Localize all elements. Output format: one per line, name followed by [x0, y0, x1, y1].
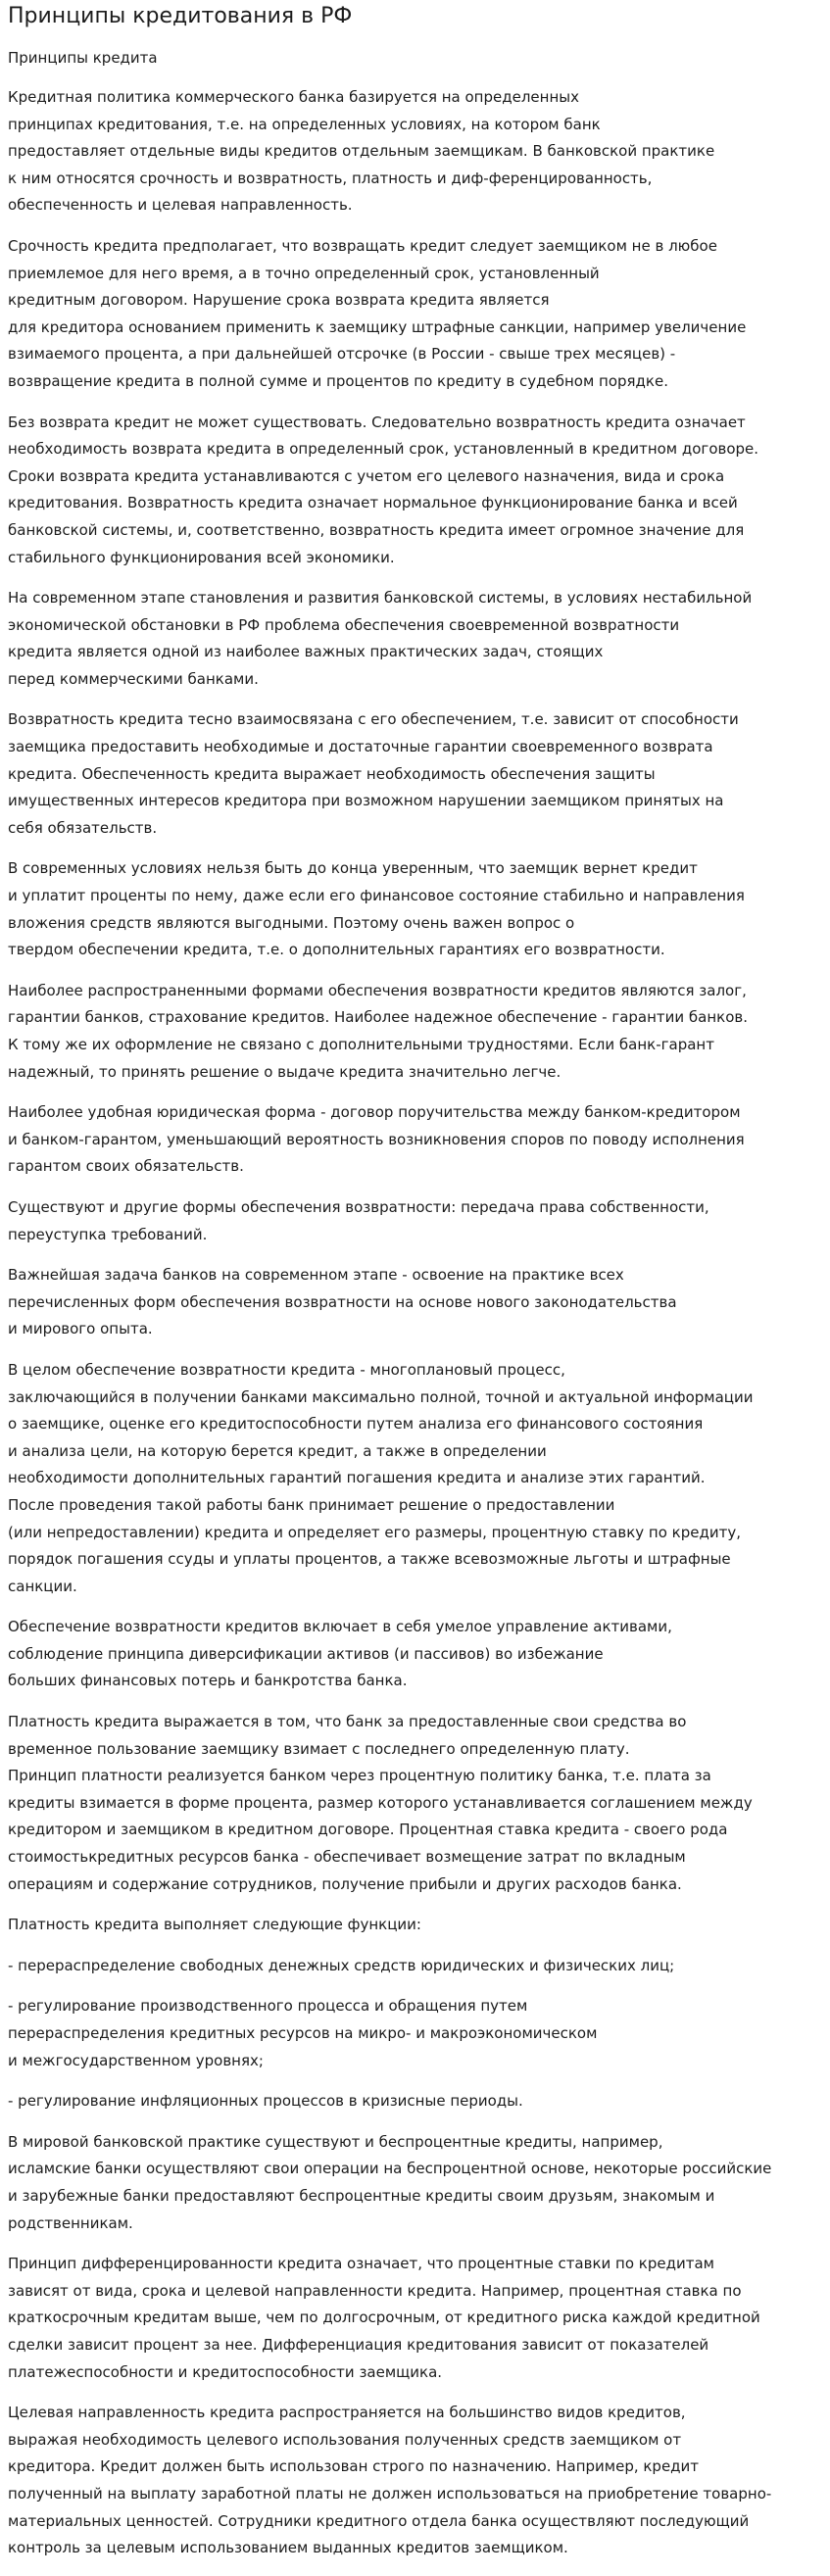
paragraph: Целевая направленность кредита распространяется на большинство видов кредитов, выражая необходимость целевого использования полученных средств заемщиком от кредитора. Кредит должен быть использован строго по назначению. Например, кредит полученный на выплату заработной платы не должен использоваться на приобретение товарно- материальных ценностей. Сотрудники кредитного отдела банка осуществляют последующий контроль за целевым использованием выданных кредитов заемщиком.	[8, 2404, 772, 2557]
paragraph: В мировой банковской практике существуют и беспроцентные кредиты, например, исламские банки осуществляют свои операции на беспроцентной основе, некоторые российские и зарубежные банки предоставляют беспроцентные кредиты своим друзьям, знакомым и родственникам.	[8, 2132, 772, 2232]
paragraph: Обеспечение возвратности кредитов включает в себя умелое управление активами, соблюдение принципа диверсификации активов (и пассивов) во избежание больших финансовых потерь и банкротства банка.	[8, 1618, 672, 1690]
list-item: - перераспределение свободных денежных средств юридических и физических лиц;	[8, 1956, 675, 1974]
paragraph: Важнейшая задача банков на современном этапе - освоение на практике всех перечисленных форм обеспечения возвратности на основе нового законодательства и мирового опыта.	[8, 1266, 677, 1338]
list-item: - регулирование производственного процесса и обращения путем перераспределения кредитных ресурсов на микро- и макроэкономическом и межгосударственном уровнях;	[8, 1997, 598, 2069]
paragraph: Платность кредита выполняет следующие функции:	[8, 1916, 421, 1934]
paragraph: Платность кредита выражается в том, что банк за предоставленные свои средства во временное пользование заемщику взимает с последнего определенную плату. Принцип платности реализуется банком через процентную политику банка, т.е. плата за кредиты взимается в форме процента, размер которого устанавливается соглашением между кредитором и заемщиком в кредитном договоре. Процентная ставка кредита - своего рода стоимостькредитных ресурсов банка - обеспечивает возмещение затрат по вкладным операциям и содержание сотрудников, получение прибыли и других расходов банка.	[8, 1713, 753, 1893]
paragraph: Существуют и другие формы обеспечения возвратности: передача права собственности, переуступка требований.	[8, 1197, 709, 1243]
paragraph: Кредитная политика коммерческого банка базируется на определенных принципах кредитования, т.е. на определенных условиях, на котором банк предоставляет отдельные виды кредитов отдельным заемщикам. В банковской практике к ним относятся срочность и возвратность, платность и диф-ференцированность, обеспеченность и целевая направленность.	[8, 88, 715, 215]
article-body	[8, 84, 820, 2562]
paragraph: Наиболее удобная юридическая форма - договор поручительства между банком-кредитором и банком-гарантом, уменьшающий вероятность возникновения споров по поводу исполнения гарантом своих обязательств.	[8, 1103, 745, 1176]
paragraph: В целом обеспечение возвратности кредита - многоплановый процесс, заключающийся в получении банками максимально полной, точной и актуальной информации о заемщике, оценке его кредитоспособности путем анализа его финансового состояния и анализа цели, на которую берется кредит, а также в определении необходимости дополнительных гарантий погашения кредита и анализе этих гарантий. После проведения такой работы банк принимает решение о предоставлении (или непредоставлении) кредита и определяет его размеры, процентную ставку по кредиту, порядок погашения ссуды и уплаты процентов, а также всевозможные льготы и штрафные санкции.	[8, 1360, 754, 1595]
paragraph: Наиболее распространенными формами обеспечения возвратности кредитов являются залог, гарантии банков, страхование кредитов. Наиболее надежное обеспечение - гарантии банков. К тому же их оформление не связано с дополнительными трудностями. Если банк-гарант надежный, то принять решение о выдаче кредита значительно легче.	[8, 981, 749, 1081]
paragraph: Принцип дифференцированности кредита означает, что процентные ставки по кредитам зависят от вида, срока и целевой направленности кредита. Например, процентная ставка по краткосрочным кредитам выше, чем по долгосрочным, от кредитного риска каждой кредитной сделки зависит процент за нее. Дифференциация кредитования зависит от показателей платежеспособности и кредитоспособности заемщика.	[8, 2255, 760, 2381]
section-subtitle: Принципы кредита	[8, 49, 158, 67]
paragraph: Без возврата кредит не может существовать. Следовательно возвратность кредита означает необходимость возврата кредита в определенный срок, установленный в кредитном договоре. Сроки возврата кредита устанавливаются с учетом его целевого назначения, вида и срока кредитования. Возвратность кредита означает нормальное функционирование банка и всей банковской системы, и, соответственно, возвратность кредита имеет огромное значение для стабильного функционирования всей экономики.	[8, 413, 759, 566]
paragraph: Возвратность кредита тесно взаимосвязана с его обеспечением, т.е. зависит от способности заемщика предоставить необходимые и достаточные гарантии своевременного возврата кредита. Обеспеченность кредита выражает необходимость обеспечения защиты имущественных интересов кредитора при возможном нарушении заемщиком принятых на себя обязательств.	[8, 710, 739, 837]
paragraph: На современном этапе становления и развития банковской системы, в условиях нестабильной экономической обстановки в РФ проблема обеспечения своевременной возвратности кредита является одной из наиболее важных практических задач, стоящих перед коммерческими банками.	[8, 589, 753, 688]
page-title: Принципы кредитования в РФ	[8, 4, 353, 28]
paragraph: В современных условиях нельзя быть до конца уверенным, что заемщик вернет кредит и уплатит проценты по нему, даже если его финансовое состояние стабильно и направления вложения средств являются выгодными. Поэтому очень важен вопрос о твердом обеспечении кредита, т.е. о дополнительных гарантиях его возвратности.	[8, 859, 745, 959]
list-item: - регулирование инфляционных процессов в кризисные периоды.	[8, 2092, 523, 2111]
paragraph: Срочность кредита предполагает, что возвращать кредит следует заемщиком не в любое приемлемое для него время, а в точно определенный срок, установленный кредитным договором. Нарушение срока возврата кредита является для кредитора основанием применить к заемщику штрафные санкции, например увеличение взимаемого процента, а при дальнейшей отсрочке (в России - свыше трех месяцев) - возвращение кредита в полной сумме и процентов по кредиту в судебном порядке.	[8, 236, 747, 390]
